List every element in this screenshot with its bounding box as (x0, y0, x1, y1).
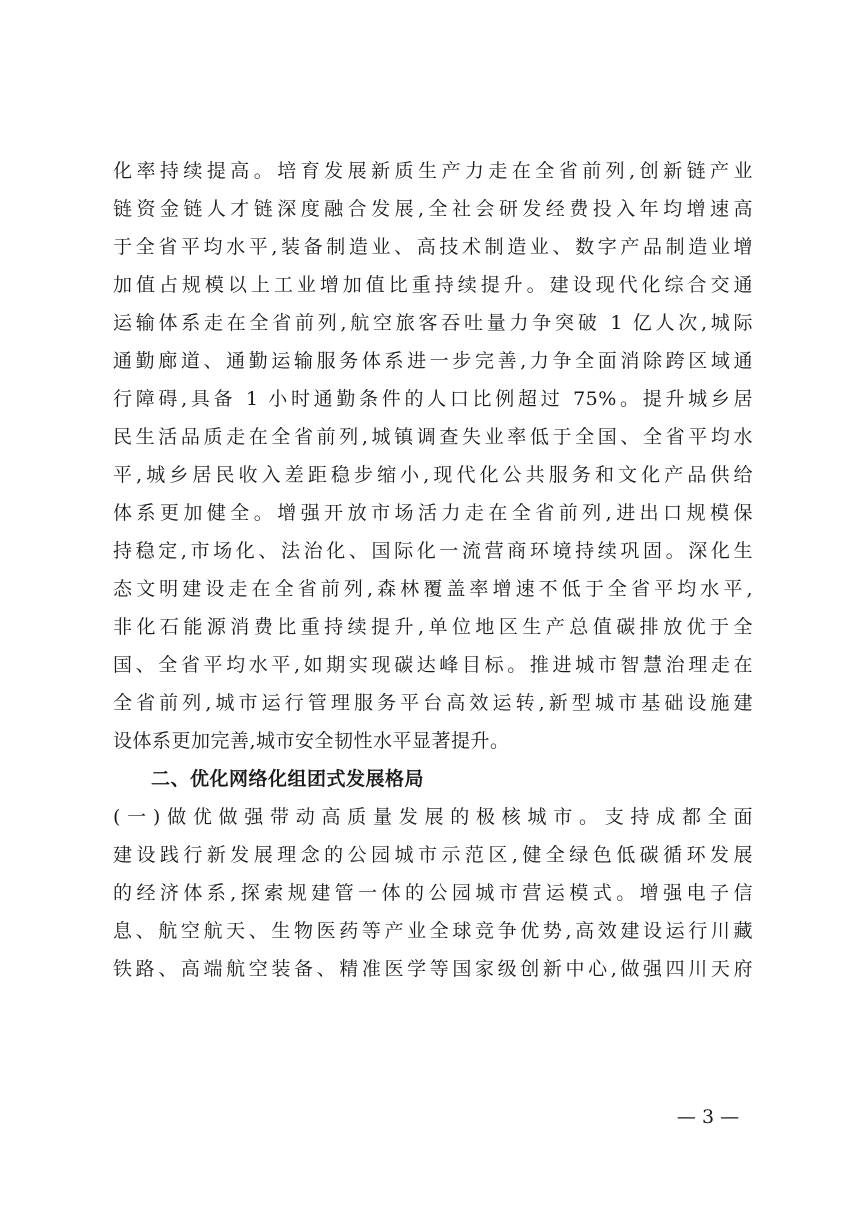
text-line: (一)做优做强带动高质量发展的极核城市。支持成都全面 (113, 806, 753, 828)
text-line: 设体系更加完善,城市安全韧性水平显著提升。 (113, 730, 510, 752)
text-line: 态文明建设走在全省前列,森林覆盖率增速不低于全省平均水平, (113, 578, 753, 600)
text-line: 建设践行新发展理念的公园城市示范区,健全绿色低碳循环发展 (113, 844, 753, 866)
section-heading: 二、优化网络化组团式发展格局 (151, 768, 425, 790)
text-line: 体系更加健全。增强开放市场活力走在全省前列,进出口规模保 (113, 502, 753, 524)
text-line: 平,城乡居民收入差距稳步缩小,现代化公共服务和文化产品供给 (113, 464, 753, 486)
text-line: 国、全省平均水平,如期实现碳达峰目标。推进城市智慧治理走在 (113, 654, 753, 676)
text-line: 非化石能源消费比重持续提升,单位地区生产总值碳排放优于全 (113, 616, 753, 638)
text-line: 运输体系走在全省前列,航空旅客吞吐量力争突破 1 亿人次,城际 (113, 312, 753, 334)
text-line: 于全省平均水平,装备制造业、高技术制造业、数字产品制造业增 (113, 236, 753, 258)
text-line: 铁路、高端航空装备、精准医学等国家级创新中心,做强四川天府 (113, 958, 753, 980)
text-line: 链资金链人才链深度融合发展,全社会研发经费投入年均增速高 (113, 198, 753, 220)
text-line: 化率持续提高。培育发展新质生产力走在全省前列,创新链产业 (113, 160, 753, 182)
text-line: 民生活品质走在全省前列,城镇调查失业率低于全国、全省平均水 (113, 426, 753, 448)
page-number: — 3 — (676, 1106, 740, 1128)
text-line: 通勤廊道、通勤运输服务体系进一步完善,力争全面消除跨区域通 (113, 350, 753, 372)
text-line: 息、航空航天、生物医药等产业全球竞争优势,高效建设运行川藏 (113, 920, 753, 942)
text-line: 全省前列,城市运行管理服务平台高效运转,新型城市基础设施建 (113, 692, 753, 714)
body-text (113, 152, 753, 988)
text-line: 加值占规模以上工业增加值比重持续提升。建设现代化综合交通 (113, 274, 753, 296)
text-line: 的经济体系,探索规建管一体的公园城市营运模式。增强电子信 (113, 882, 753, 904)
text-line: 行障碍,具备 1 小时通勤条件的人口比例超过 75%。提升城乡居 (113, 388, 753, 410)
text-line: 持稳定,市场化、法治化、国际化一流营商环境持续巩固。深化生 (113, 540, 753, 562)
